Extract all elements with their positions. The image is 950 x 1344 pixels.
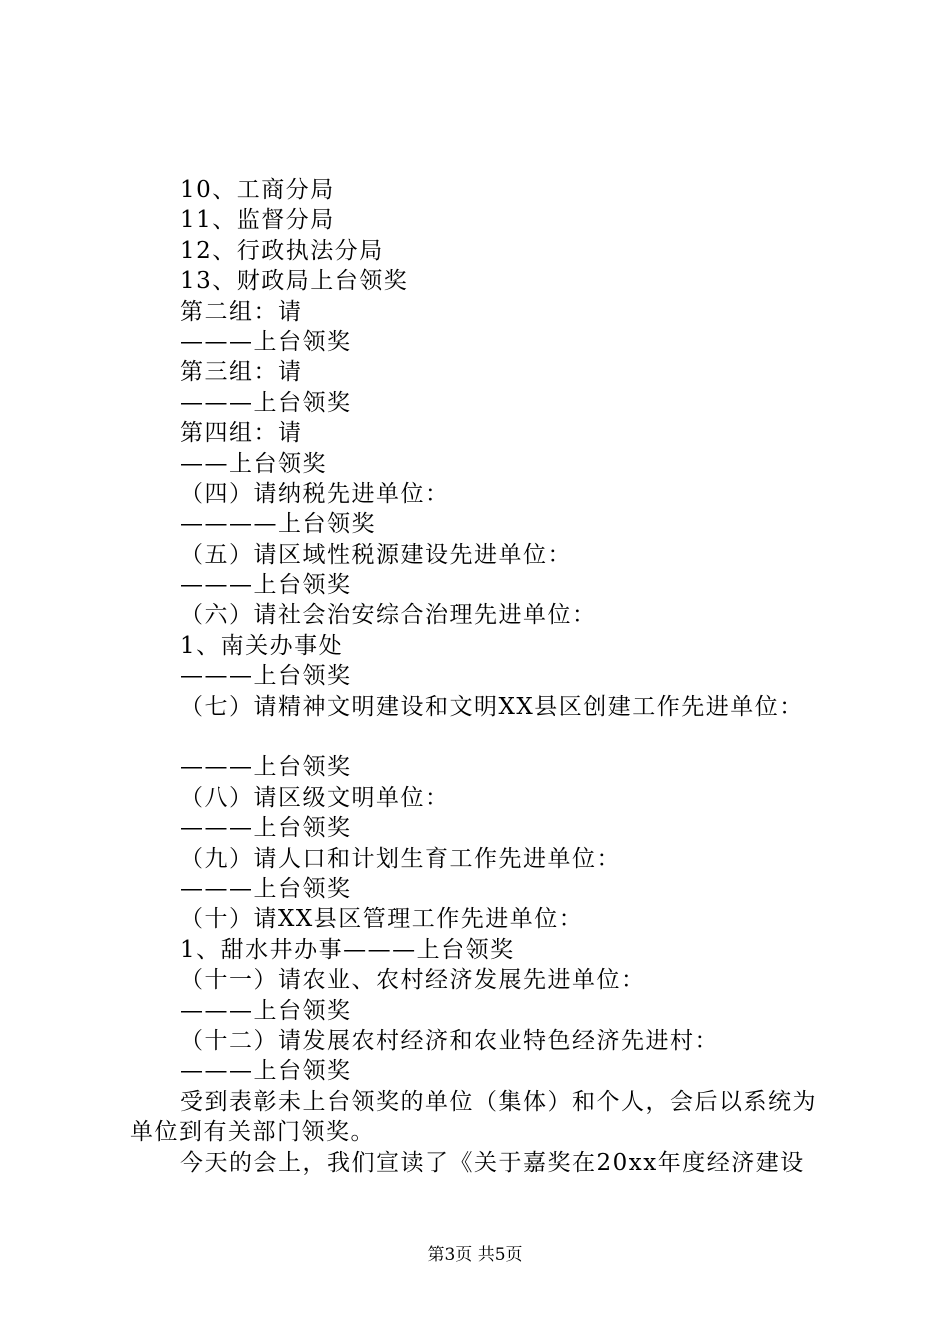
list-item: 11、监督分局 [180,207,335,234]
award-line: ———上台领奖 [180,389,352,416]
section-heading: （九）请人口和计划生育工作先进单位： [180,845,621,872]
list-item: 10、工商分局 [180,177,335,203]
group-heading: 第二组：请 [180,298,303,325]
group-heading: 第四组：请 [180,420,303,447]
list-item: 1、南关办事处 [180,632,344,659]
group-heading: 第三组：请 [180,359,303,386]
section-heading: （八）请区级文明单位： [180,784,450,811]
award-line: ———上台领奖 [180,997,352,1024]
award-line: ———上台领奖 [180,1058,352,1085]
award-line: ———上台领奖 [180,754,352,781]
section-heading: （六）请社会治安综合治理先进单位： [180,602,597,629]
award-line: ———上台领奖 [180,328,352,355]
section-heading: （四）请纳税先进单位： [180,480,450,507]
blank-line [130,722,830,752]
list-item: 1、甜水井办事———上台领奖 [180,936,515,963]
section-heading: （五）请区域性税源建设先进单位： [180,541,572,568]
paragraph: 受到表彰未上台领奖的单位（集体）和个人，会后以系统为单位到有关部门领奖。 [130,1088,817,1146]
document-body [130,175,830,1178]
page-number: 第3页 共5页 [427,1245,523,1265]
section-heading: （七）请精神文明建设和文明XX县区创建工作先进单位： [180,693,804,720]
list-item: 13、财政局上台领奖 [180,268,409,295]
paragraph: 今天的会上，我们宣读了《关于嘉奖在20xx年度经济建设 [180,1149,805,1176]
award-line: ———上台领奖 [180,875,352,902]
section-heading: （十）请XX县区管理工作先进单位： [180,906,584,933]
award-line: ———上台领奖 [180,663,352,690]
award-line: ———上台领奖 [180,572,352,599]
award-line: ———上台领奖 [180,815,352,842]
award-line: ——上台领奖 [180,450,327,477]
award-line: ————上台领奖 [180,511,376,538]
section-heading: （十二）请发展农村经济和农业特色经济先进村： [180,1027,719,1054]
section-heading: （十一）请农业、农村经济发展先进单位： [180,967,646,994]
list-item: 12、行政执法分局 [180,237,384,264]
